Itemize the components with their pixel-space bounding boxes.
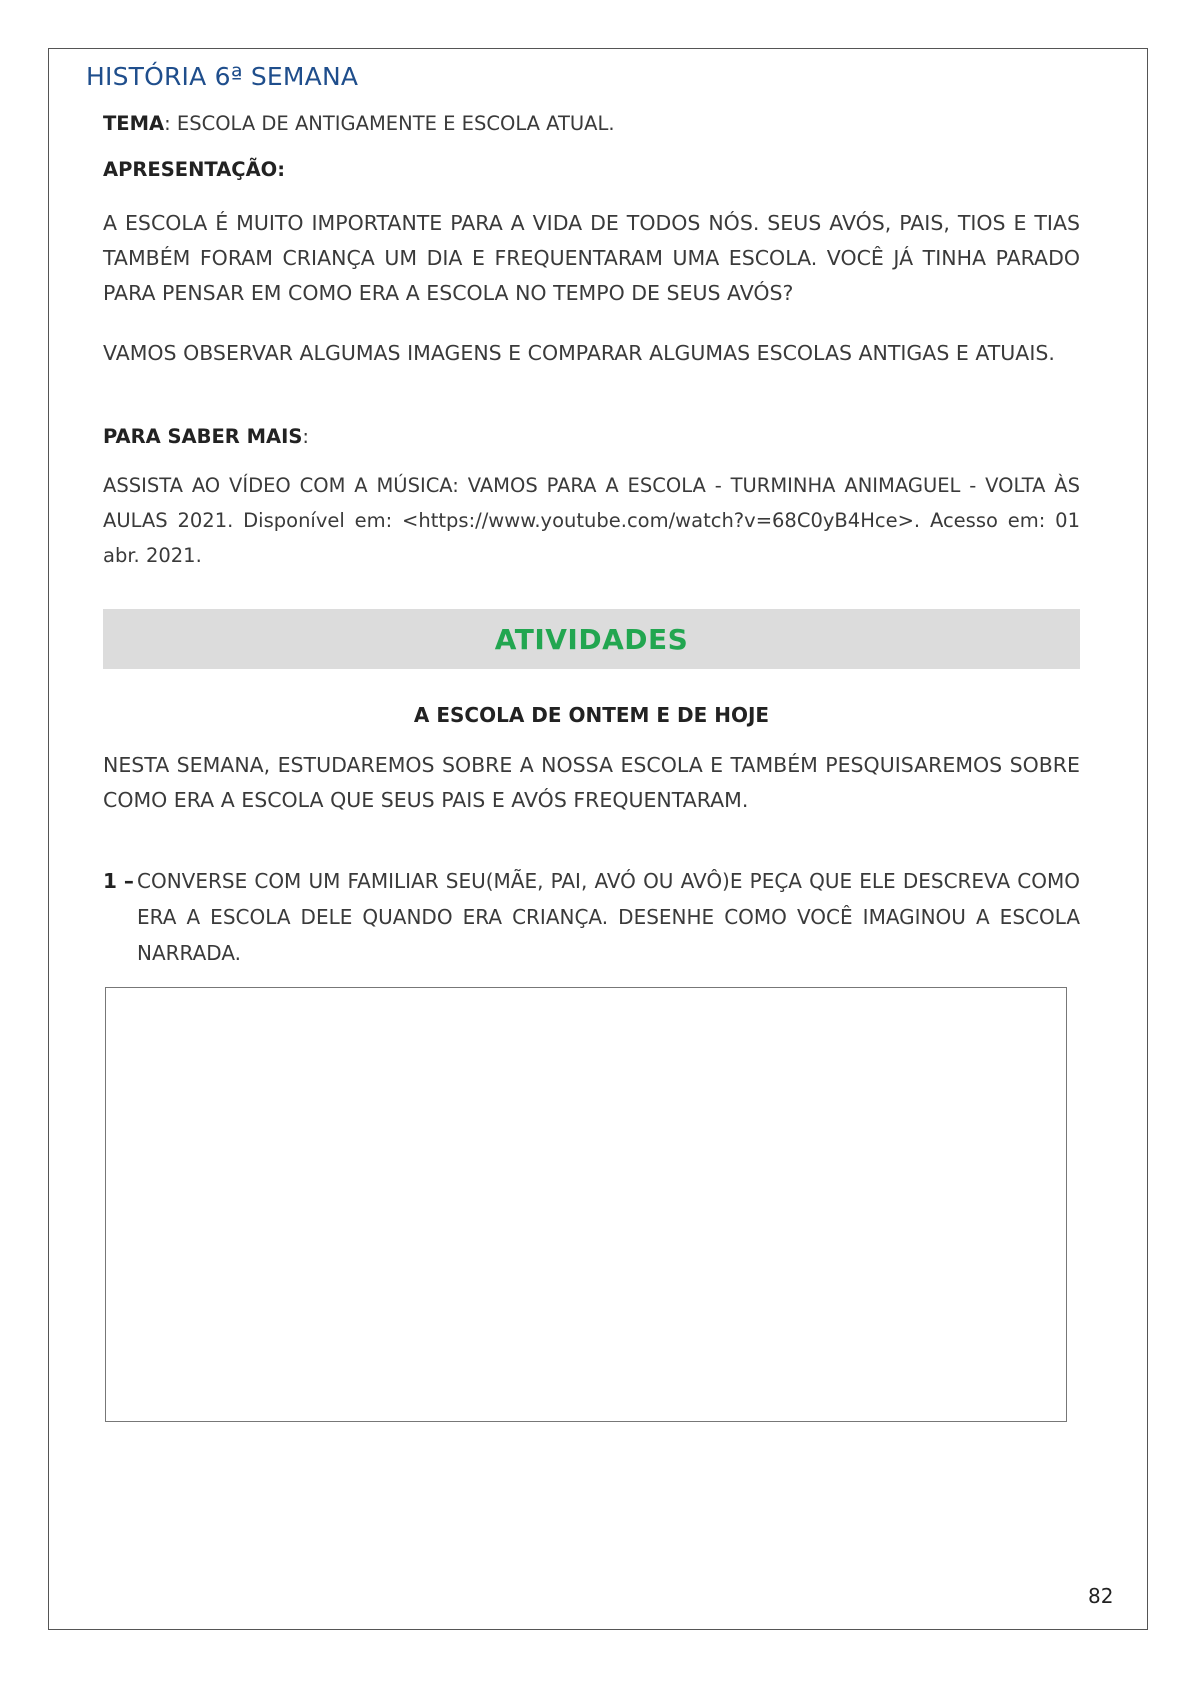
question-1-text: CONVERSE COM UM FAMILIAR SEU(MÃE, PAI, AVÓ OU AVÔ)E PEÇA QUE ELE DESCREVA COMO ERA A ESCOLA DELE QUANDO ERA CRIANÇA. DESENHE COMO VOCÊ IMAGINOU A ESCOLA NARRADA.	[137, 869, 1080, 965]
saber-mais-colon: :	[302, 425, 309, 448]
atividades-banner	[103, 609, 1080, 669]
saber-mais-label: PARA SABER MAIS	[103, 425, 303, 448]
tema-line	[103, 112, 615, 135]
drawing-answer-box[interactable]	[105, 987, 1067, 1422]
tema-text: : ESCOLA DE ANTIGAMENTE E ESCOLA ATUAL.	[164, 112, 615, 135]
page-title: HISTÓRIA 6ª SEMANA	[86, 62, 359, 91]
page-number: 82	[1088, 1584, 1114, 1608]
apresentacao-paragraph-1: A ESCOLA É MUITO IMPORTANTE PARA A VIDA DE TODOS NÓS. SEUS AVÓS, PAIS, TIOS E TIAS TAMBÉM FORAM CRIANÇA UM DIA E FREQUENTARAM UMA ESCOLA. VOCÊ JÁ TINHA PARADO PARA PENSAR EM COMO ERA A ESCOLA NO TEMPO DE SEUS AVÓS?	[103, 211, 1080, 305]
atividades-title: ATIVIDADES	[494, 622, 689, 656]
tema-label: TEMA	[103, 112, 165, 135]
atividades-intro: NESTA SEMANA, ESTUDAREMOS SOBRE A NOSSA ESCOLA E TAMBÉM PESQUISAREMOS SOBRE COMO ERA A ESCOLA QUE SEUS PAIS E AVÓS FREQUENTARAM.	[103, 753, 1080, 812]
saber-mais-reference: ASSISTA AO VÍDEO COM A MÚSICA: VAMOS PARA A ESCOLA - TURMINHA ANIMAGUEL - VOLTA ÀS AULAS 2021. Disponível em: <https://www.youtube.com/watch?v=68C0yB4Hce>. Acesso em: 01 abr. 2021.	[103, 474, 1080, 567]
section-subtitle: A ESCOLA DE ONTEM E DE HOJE	[413, 703, 770, 727]
apresentacao-heading: APRESENTAÇÃO:	[103, 158, 286, 181]
question-1	[103, 863, 1080, 971]
apresentacao-paragraph-2: VAMOS OBSERVAR ALGUMAS IMAGENS E COMPARAR ALGUMAS ESCOLAS ANTIGAS E ATUAIS.	[103, 341, 1055, 365]
question-1-number: 1 –	[103, 869, 134, 893]
saber-mais-heading	[103, 425, 309, 448]
